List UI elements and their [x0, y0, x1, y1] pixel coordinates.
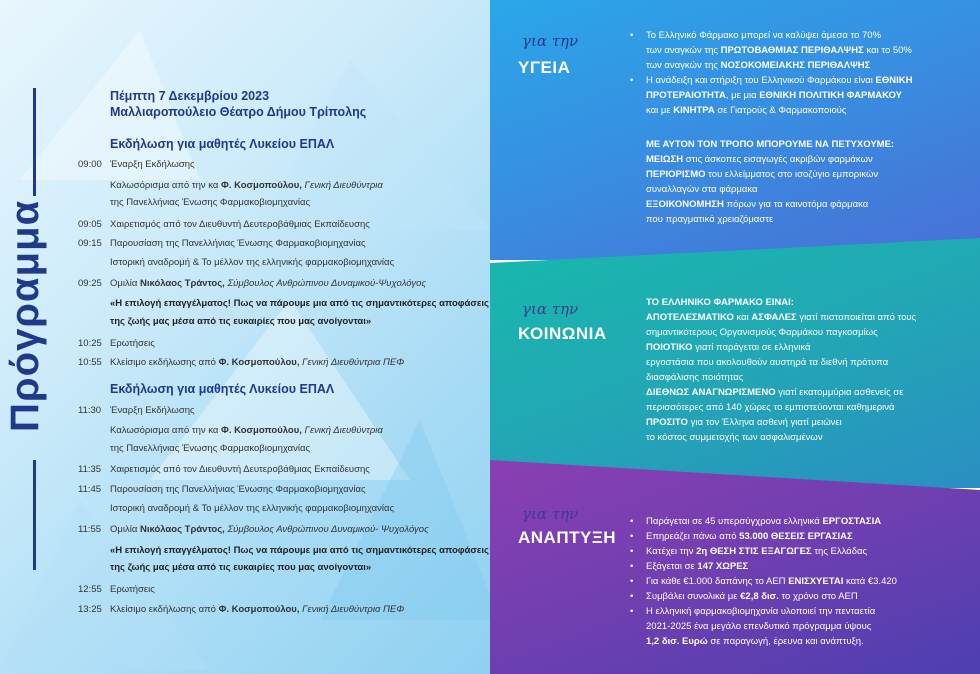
row-text: Κλείσιμο εκδήλωσης από [110, 604, 219, 615]
text: Κατέχει την [646, 546, 697, 557]
speaker-name: Νικόλαος Τράντος, [139, 524, 225, 535]
row-text: Χαιρετισμός από τον Διευθυντή Δευτεροβάθμιας Εκπαίδευσης [110, 219, 370, 230]
text-bold: ΠΡΟΣΙΤΟ [646, 417, 688, 428]
row-text: Κλείσιμο εκδήλωσης από [110, 357, 219, 368]
row-text: Ερωτήσεις [110, 338, 155, 349]
time: 11:35 [78, 464, 102, 475]
text-bold: ΜΕΙΩΣΗ [646, 154, 684, 165]
text-bold: ΕΞΟΙΚΟΝΟΜΗΣΗ [646, 199, 724, 210]
text-bold: ΠΡΩΤΟΒΑΘΜΙΑΣ ΠΕΡΙΘΑΛΨΗΣ [720, 45, 864, 56]
text: για τον Έλληνα ασθενή γιατί μειώνει [687, 417, 842, 428]
row-text: Παρουσίαση της Πανελλήνιας Ένωσης Φαρμακοβιομηχανίας [110, 238, 366, 249]
health-prefix: για την [522, 32, 579, 50]
schedule-row [78, 338, 155, 350]
row-text: της Πανελλήνιας Ένωσης Φαρμακοβιομηχανίας [110, 197, 311, 208]
schedule-row [110, 257, 394, 269]
row-text: Καλωσόρισμα από την κα [110, 180, 222, 191]
text: σε Γιατρούς & Φαρμακοποιούς [714, 105, 847, 116]
society-item [630, 385, 970, 400]
schedule-row [78, 584, 155, 596]
growth-point [630, 514, 970, 529]
talk-title: «Η επιλογή επαγγέλματος! Πως να πάρουμε μια από τις σημαντικότερες αποφάσεις [110, 545, 489, 556]
health-point [630, 73, 970, 88]
event-venue: Μαλλιαροπούλειο Θέατρο Δήμου Τρίπολης [110, 105, 367, 119]
goal-item [630, 197, 970, 212]
health-goals [630, 137, 970, 227]
text: , με μια [725, 90, 760, 101]
text: Συμβάλει συνολικά με [646, 591, 741, 602]
row-text: Ομιλία [110, 278, 140, 289]
time: 10:55 [78, 357, 102, 368]
society-title: ΚΟΙΝΩΝΙΑ [518, 324, 607, 343]
talk-title: της ζωής μας μέσα από τις ευκαιρίες που μας ανοίγονται» [110, 316, 372, 327]
speaker-name: Φ. Κοσμοπούλου, [218, 604, 300, 615]
text: γιατί πιστοποιείται από τους [796, 312, 917, 323]
schedule-row [110, 180, 383, 192]
text-bold: ΠΟΙΟΤΙΚΟ [646, 342, 693, 353]
speaker-role: Γενική Διευθύντρια ΠΕΦ [299, 357, 405, 368]
schedule-row [78, 484, 366, 496]
text: Το Ελληνικό Φάρμακο μπορεί να καλύψει άμεσα το 70% [646, 30, 882, 41]
society-item-cont: εργοστάσια που ακολουθούν αυστηρά τα διεθνή πρότυπα [646, 357, 889, 368]
text: γιατί εκατομμύρια ασθενείς σε [775, 387, 904, 398]
text: Η ανάδειξη και στήριξη του Ελληνικού Φαρμάκου είναι [646, 75, 876, 86]
speaker-name: Νικόλαος Τράντος, [139, 278, 225, 289]
section2-title: Εκδήλωση για μαθητές Λυκείου ΕΠΑΛ [110, 382, 335, 396]
bg-facet [320, 420, 490, 620]
schedule-row [78, 278, 426, 290]
schedule-row [78, 405, 195, 417]
row-text: Χαιρετισμός από τον Διευθυντή Δευτεροβάθμιας Εκπαίδευσης [110, 464, 370, 475]
speaker-role: Γενική Διευθύντρια [301, 180, 383, 191]
text-bold: ΠΕΡΙΟΡΙΣΜΟ [646, 169, 706, 180]
goal-item [630, 167, 970, 182]
time: 09:15 [78, 238, 102, 249]
time: 11:55 [78, 524, 102, 535]
health-point-cont [630, 88, 970, 103]
text-bold: ΑΠΟΤΕΛΕΣΜΑΤΙΚΟ [646, 312, 734, 323]
health-list [630, 28, 970, 118]
speaker-role: Γενική Διευθύντρια ΠΕΦ [299, 604, 405, 615]
text: το χρόνο στο ΑΕΠ [778, 591, 858, 602]
schedule-row [110, 503, 394, 515]
growth-point-cont [630, 634, 970, 649]
society-item [630, 415, 970, 430]
growth-point [630, 544, 970, 559]
text: Εξάγεται σε [646, 561, 698, 572]
schedule-row [78, 357, 404, 369]
text: και το 50% [863, 45, 912, 56]
text-bold: ΚΙΝΗΤΡΑ [673, 105, 715, 116]
text-bold: 53.000 ΘΕΣΕΙΣ ΕΡΓΑΣΙΑΣ [739, 531, 853, 542]
health-point-cont [630, 43, 970, 58]
schedule-row [78, 238, 366, 250]
text-bold: ΑΣΦΑΛΕΣ [751, 312, 797, 323]
schedule-row [110, 197, 310, 209]
speaker-role: Σύμβουλος Ανθρώπινου Δυναμικού-Ψυχολόγος [224, 278, 427, 289]
text: και με [646, 105, 674, 116]
row-text: Έναρξη Εκδήλωσης [110, 159, 195, 170]
text-bold: ΔΙΕΘΝΩΣ ΑΝΑΓΝΩΡΙΣΜΕΝΟ [646, 387, 776, 398]
time: 09:00 [78, 159, 102, 170]
growth-list [630, 514, 970, 649]
event-date: Πέμπτη 7 Δεκεμβρίου 2023 [110, 89, 270, 103]
text: κατά €3.420 [843, 576, 897, 587]
health-title: ΥΓΕΙΑ [518, 58, 571, 77]
program-vertical-title: Πρόγραμμα [3, 199, 47, 432]
text-bold: ΠΡΟΤΕΡΑΙΟΤΗΤΑ [646, 90, 726, 101]
time: 11:45 [78, 484, 102, 495]
society-list [630, 295, 970, 445]
text-bold: €2,8 δισ. [740, 591, 779, 602]
schedule-row [78, 159, 195, 171]
time: 10:25 [78, 338, 102, 349]
row-text: Ιστορική αναδρομή & Το μέλλον της ελληνικής φαρμακοβιομηχανίας [110, 503, 395, 514]
speaker-name: Φ. Κοσμοπούλου, [218, 357, 300, 368]
text-bold: 2η ΘΕΣΗ ΣΤΙΣ ΕΞΑΓΩΓΕΣ [696, 546, 812, 557]
section1-title: Εκδήλωση για μαθητές Λυκείου ΕΠΑΛ [110, 137, 335, 151]
text: της Ελλάδας [811, 546, 868, 557]
growth-point [630, 529, 970, 544]
society-heading: ΤΟ ΕΛΛΗΝΙΚΟ ΦΑΡΜΑΚΟ ΕΙΝΑΙ: [646, 297, 794, 308]
text: Παράγεται σε 45 υπερσύγχρονα ελληνικά [646, 516, 823, 527]
row-text: Παρουσίαση της Πανελλήνιας Ένωσης Φαρμακοβιομηχανίας [110, 484, 366, 495]
speaker-role: Γενική Διευθύντρια [301, 425, 383, 436]
text-bold: ΝΟΣΟΚΟΜΕΙΑΚΗΣ ΠΕΡΙΘΑΛΨΗΣ [720, 60, 871, 71]
goal-item-cont: που πραγματικά χρειαζόμαστε [646, 214, 774, 225]
text: γιατί παράγεται σε ελληνικά [692, 342, 811, 353]
growth-point-cont: 2021-2025 ένα μεγάλο επενδυτικό πρόγραμμα ύψους [646, 621, 872, 632]
health-point-cont [630, 103, 970, 118]
text: των αναγκών της [646, 60, 721, 71]
text-bold: ΕΝΙΣΧΥΕΤΑΙ [788, 576, 844, 587]
goal-item-cont: συναλλαγών στα φάρμακα [646, 184, 758, 195]
time: 09:05 [78, 219, 102, 230]
health-point [630, 28, 970, 43]
talk-title: της ζωής μας μέσα από τις ευκαιρίες που μας ανοίγονται» [110, 562, 372, 573]
schedule-row [78, 524, 429, 536]
text: του ελλείμματος στο ισοζύγιο εμπορικών [705, 169, 879, 180]
text-bold: 147 ΧΩΡΕΣ [697, 561, 749, 572]
schedule-row [78, 464, 370, 476]
row-text: Έναρξη Εκδήλωσης [110, 405, 195, 416]
speaker-role: Σύμβουλος Ανθρώπινου Δυναμικού- Ψυχολόγος [224, 524, 429, 535]
growth-point [630, 589, 970, 604]
health-goals-heading: ΜΕ ΑΥΤΟΝ ΤΟΝ ΤΡΟΠΟ ΜΠΟΡΟΥΜΕ ΝΑ ΠΕΤΥΧΟΥΜΕ: [646, 139, 895, 150]
text: των αναγκών της [646, 45, 721, 56]
text: Επηρεάζει πάνω από [646, 531, 740, 542]
society-item-cont: περισσότερες από 140 χώρες το εμπιστεύονται καθημερινά [646, 402, 895, 413]
growth-prefix: για την [522, 505, 579, 523]
schedule-row [110, 425, 383, 437]
growth-title: ΑΝΑΠΤΥΞΗ [518, 528, 617, 547]
text: και [733, 312, 752, 323]
growth-point [630, 604, 970, 619]
speaker-name: Φ. Κοσμοπούλου, [221, 180, 302, 191]
growth-point [630, 574, 970, 589]
speaker-name: Φ. Κοσμοπούλου, [221, 425, 302, 436]
row-text: Καλωσόρισμα από την κα [110, 425, 222, 436]
schedule-row [110, 443, 310, 455]
text: στις άσκοπες εισαγωγές ακριβών φαρμάκων [683, 154, 873, 165]
time: 12:55 [78, 584, 102, 595]
health-point-cont [630, 58, 970, 73]
text-bold: ΕΘΝΙΚΗ ΠΟΛΙΤΙΚΗ ΦΑΡΜΑΚΟΥ [759, 90, 902, 101]
text-bold: ΕΘΝΙΚΗ [875, 75, 913, 86]
society-item-cont: το κόστος συμμετοχής των ασφαλισμένων [646, 432, 823, 443]
society-item [630, 340, 970, 355]
talk-title: «Η επιλογή επαγγέλματος! Πως να πάρουμε μια από τις σημαντικότερες αποφάσεις [110, 298, 489, 309]
society-item-cont: σημαντικότερους Οργανισμούς Φαρμάκου παγκοσμίως [646, 327, 878, 338]
text: Για κάθε €1.000 δαπάνης το ΑΕΠ [646, 576, 789, 587]
text: σε παραγωγή, έρευνα και ανάπτυξη. [707, 636, 864, 647]
text-bold: ΕΡΓΟΣΤΑΣΙΑ [822, 516, 882, 527]
text: πόρων για τα καινοτόμα φάρμακα [723, 199, 869, 210]
growth-point [630, 559, 970, 574]
schedule-row [78, 604, 404, 616]
row-text: Ομιλία [110, 524, 140, 535]
goal-item [630, 152, 970, 167]
text: Η ελληνική φαρμακοβιομηχανία υλοποιεί την πενταετία [646, 606, 876, 617]
row-text: της Πανελλήνιας Ένωσης Φαρμακοβιομηχανίας [110, 443, 311, 454]
time: 11:30 [78, 405, 102, 416]
time: 13:25 [78, 604, 102, 615]
time: 09:25 [78, 278, 102, 289]
row-text: Ερωτήσεις [110, 584, 155, 595]
text-bold: 1,2 δισ. Ευρώ [646, 636, 708, 647]
row-text: Ιστορική αναδρομή & Το μέλλον της ελληνικής φαρμακοβιομηχανίας [110, 257, 395, 268]
vertical-rule-bottom [33, 460, 36, 570]
schedule-row [78, 219, 370, 231]
benefits-panel [490, 0, 980, 674]
society-item [630, 310, 970, 325]
society-prefix: για την [522, 300, 579, 318]
society-item-cont: διασφάλισης ποιότητας [646, 372, 744, 383]
